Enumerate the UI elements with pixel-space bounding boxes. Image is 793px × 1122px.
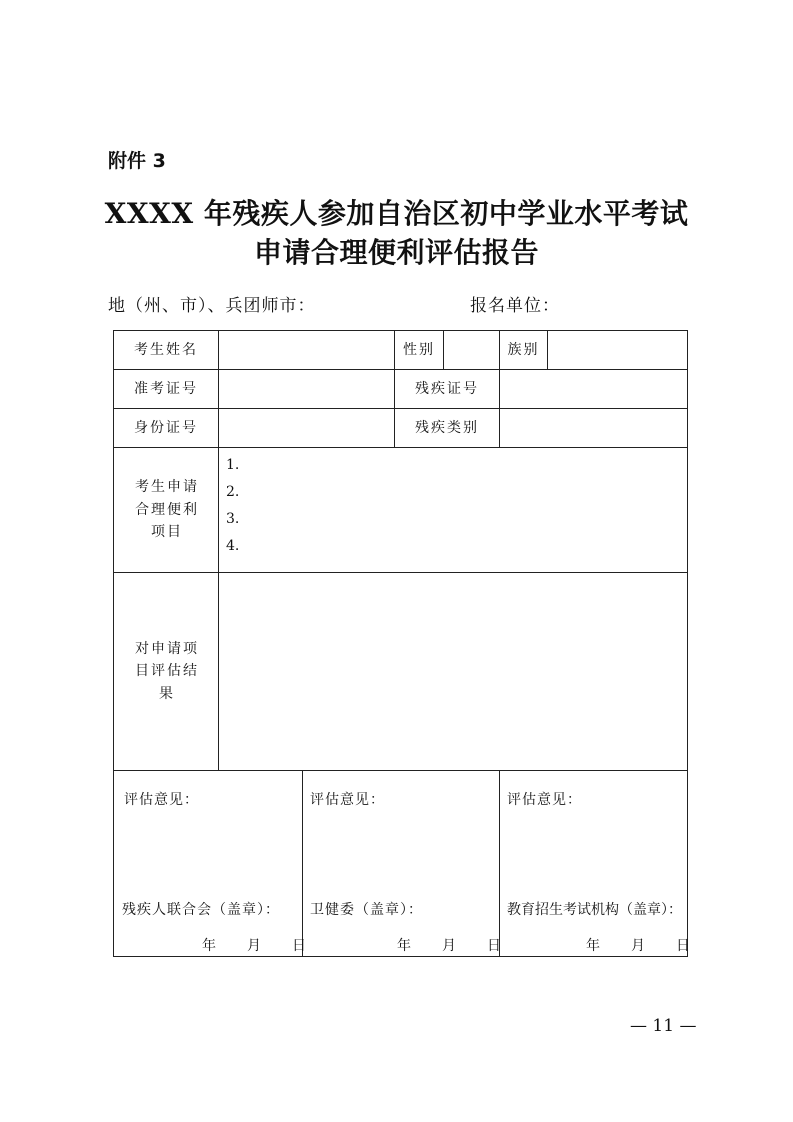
apply-items-label: 考生申请合理便利项目	[135, 479, 199, 541]
opinion-title-health-commission: 评估意见：	[310, 792, 385, 808]
opinion-org-health-commission: 卫健委（盖章）：	[310, 902, 423, 918]
exam-number-field[interactable]	[219, 370, 394, 408]
unit-label: 报名单位：	[470, 296, 560, 316]
gender-label: 性别	[403, 341, 435, 358]
page-number: — 11 —	[630, 1016, 697, 1036]
disability-cert-field[interactable]	[500, 370, 687, 408]
disability-type-field[interactable]	[500, 409, 687, 447]
row-divider	[114, 770, 687, 771]
name-label: 考生姓名	[134, 341, 198, 358]
col-divider	[302, 770, 303, 956]
disability-type-label: 残疾类别	[415, 419, 479, 436]
ethnicity-label: 族别	[507, 341, 540, 358]
opinion-org-exam-agency: 教育招生考试机构（盖章）：	[507, 902, 682, 918]
opinion-title-disabled-federation: 评估意见：	[124, 792, 199, 808]
opinion-org-disabled-federation: 残疾人联合会（盖章）：	[122, 902, 280, 918]
id-number-field[interactable]	[219, 409, 394, 447]
id-number-label: 身份证号	[134, 419, 198, 436]
exam-number-label: 准考证号	[134, 380, 198, 397]
disability-cert-label: 残疾证号	[415, 380, 479, 397]
opinion-date-exam-agency: 年 月 日	[586, 938, 691, 954]
col-divider	[499, 770, 500, 956]
name-field[interactable]	[219, 331, 394, 369]
apply-item-1[interactable]: 1.	[226, 457, 240, 473]
document-title-line1: XXXX 年残疾人参加自治区初中学业水平考试	[104, 197, 689, 230]
evaluation-form-table	[113, 330, 691, 957]
apply-item-4[interactable]: 4.	[226, 538, 240, 554]
attachment-label: 附件 3	[108, 150, 166, 172]
evaluation-result-field[interactable]	[219, 573, 687, 770]
apply-item-2[interactable]: 2.	[226, 484, 240, 500]
gender-field[interactable]	[444, 331, 499, 369]
ethnicity-field[interactable]	[548, 331, 687, 369]
document-title-line2: 申请合理便利评估报告	[253, 236, 539, 269]
opinion-date-health-commission: 年 月 日	[397, 938, 502, 954]
apply-item-3[interactable]: 3.	[226, 511, 240, 527]
opinion-date-disabled-federation: 年 月 日	[202, 938, 307, 954]
opinion-title-exam-agency: 评估意见：	[507, 792, 582, 808]
region-label: 地（州、市）、兵团师市：	[108, 296, 316, 316]
evaluation-result-label: 对申请项目评估结果	[135, 640, 199, 702]
